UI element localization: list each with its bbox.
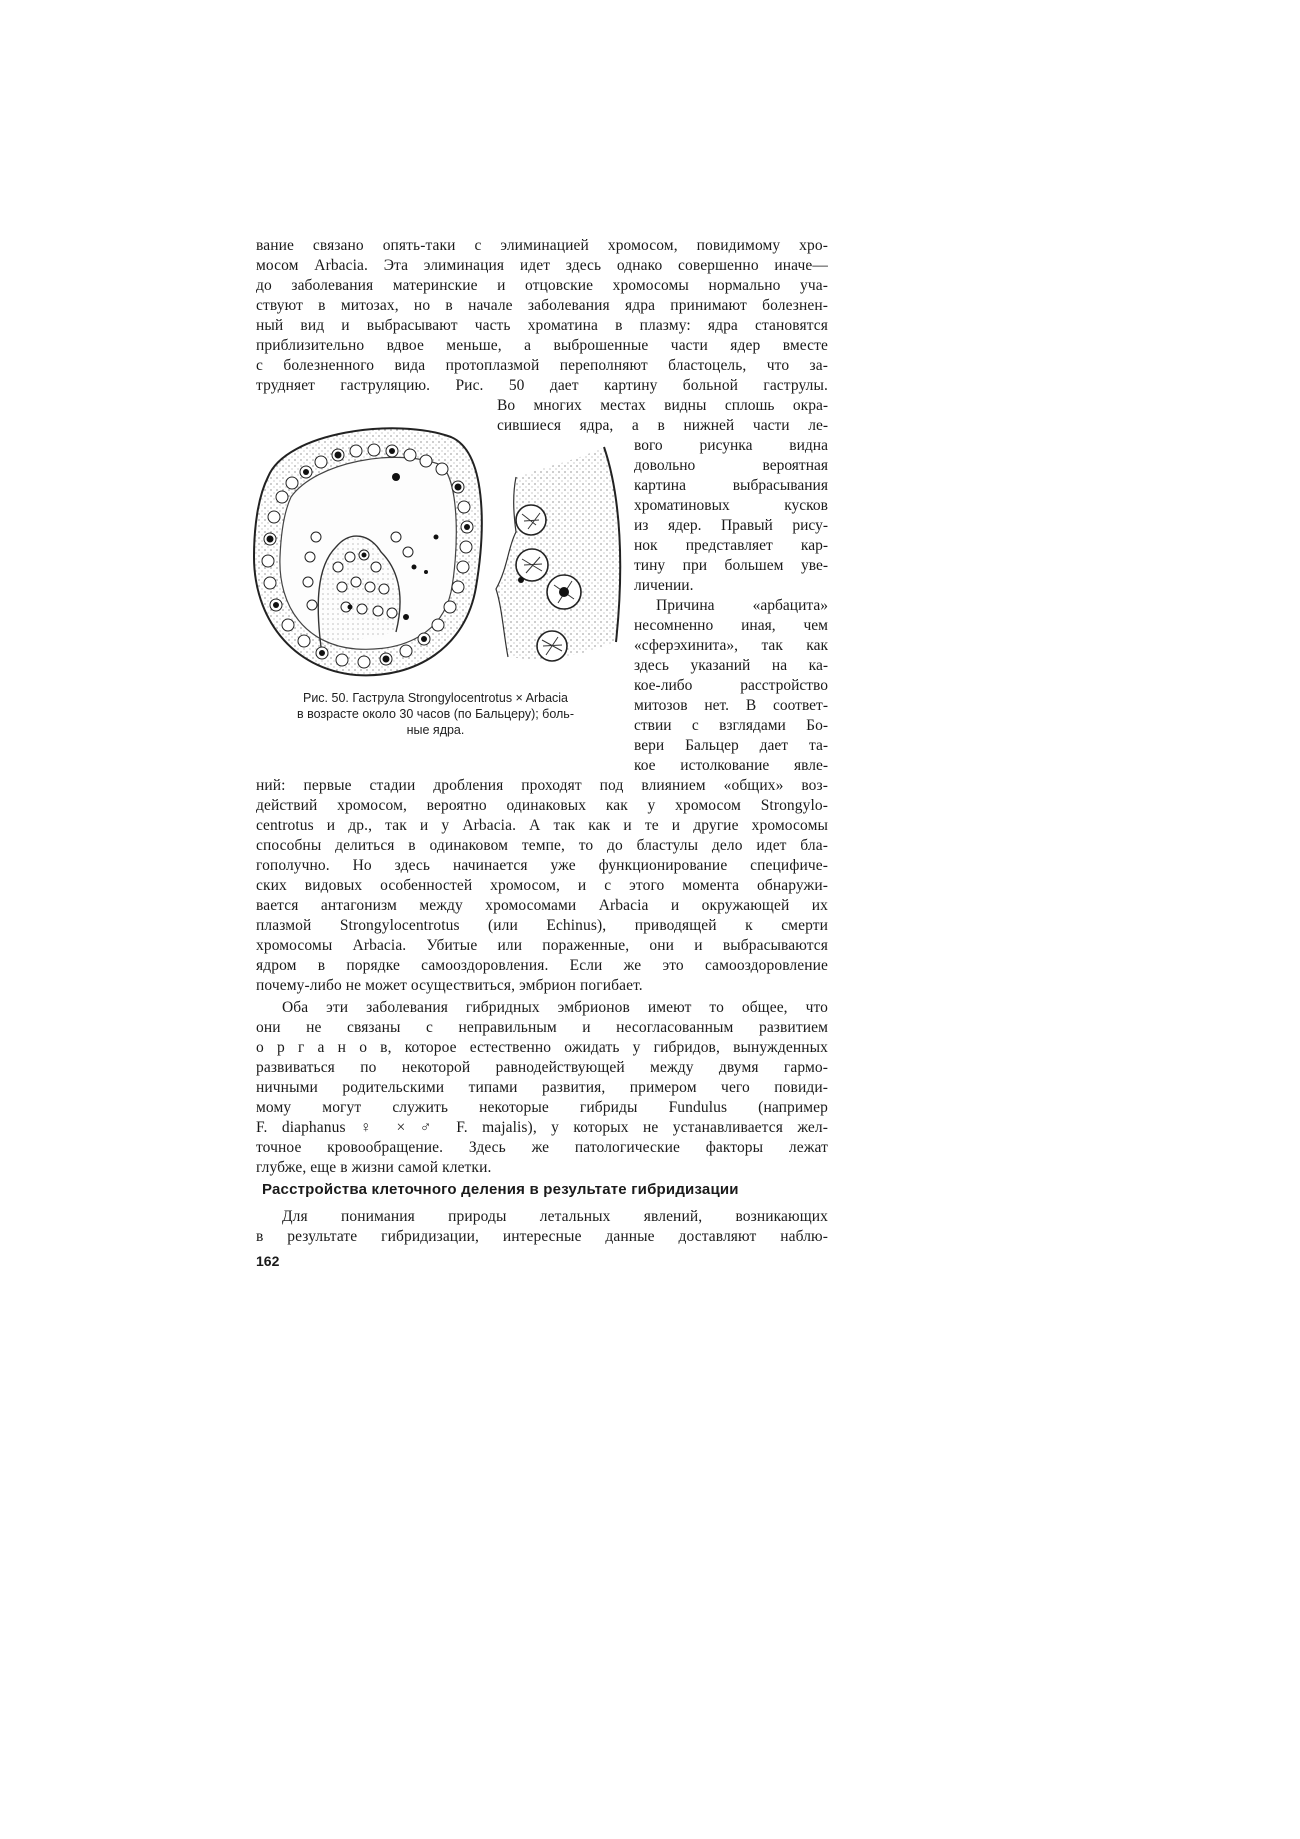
text-line: довольно вероятная (634, 457, 828, 474)
text-line: глубже, еще в жизни самой клетки. (256, 1159, 492, 1176)
section-heading: Расстройства клеточного деления в результате гибридизации (262, 1181, 739, 1198)
text-line: «сферэхинита», так как (634, 637, 828, 654)
figure-caption-line: Рис. 50. Гаструла Strongylocentrotus × Arbacia (302, 691, 569, 705)
text-line: способны делиться в одинаковом темпе, то до бластулы дело идет бла- (256, 837, 828, 854)
text-line: ядром в порядке самооздоровления. Если же это самооздоровление (256, 957, 828, 974)
text-line: они не связаны с неправильным и несогласованным развитием (256, 1019, 828, 1036)
text-line: кое истолкование явле- (634, 757, 828, 774)
gastrula-right-drawing (496, 447, 620, 661)
text-line: Оба эти заболевания гибридных эмбрионов имеют то общее, что (282, 999, 828, 1016)
text-line: ничными родительскими типами развития, примером чего повиди- (256, 1079, 828, 1096)
text-line: тину при большем уве- (634, 557, 828, 574)
text-line: F. diaphanus ♀ × ♂ F. majalis), у которых не устанавливается жел- (256, 1119, 828, 1136)
text-line: вается антагонизм между хромосомами Arbacia и окружающей их (256, 897, 828, 914)
text-line: вание связано опять-таки с элиминацией хромосом, повидимому хро- (256, 237, 828, 254)
text-line: вого рисунка видна (634, 437, 828, 454)
text-line: развиваться по некоторой равнодействующей между двумя гармо- (256, 1059, 828, 1076)
text-line: трудняет гаструляцию. Рис. 50 дает картину больной гаструлы. (256, 377, 828, 394)
text-line: Во многих местах видны сплошь окра- (497, 397, 828, 414)
text-line: здесь указаний на ка- (634, 657, 828, 674)
text-line: мому могут служить некоторые гибриды Fundulus (например (256, 1099, 828, 1116)
text-line: мосом Arbacia. Эта элиминация идет здесь однако совершенно иначе— (256, 257, 828, 274)
text-line: несомненно иная, чем (634, 617, 828, 634)
figure-caption-line: ные ядра. (406, 723, 465, 737)
text-line: плазмой Strongylocentrotus (или Echinus), приводящей к смерти (256, 917, 828, 934)
figure-caption-line: в возрасте около 30 часов (по Бальцеру); боль- (297, 707, 574, 721)
text-line: сившиеся ядра, а в нижней части ле- (497, 417, 828, 434)
text-line: хромосомы Arbacia. Убитые или пораженные, они и выбрасываются (256, 937, 828, 954)
text-line: до заболевания материнские и отцовские хромосомы нормально уча- (256, 277, 828, 294)
text-line: ный вид и выбрасывают часть хроматина в плазму: ядра становятся (256, 317, 828, 334)
text-line: Причина «арбацита» (656, 597, 828, 614)
text-line: centrotus и др., так и у Arbacia. А так как и те и другие хромосомы (256, 817, 828, 834)
text-line: личении. (634, 577, 694, 594)
text-line: ских видовых особенностей хромосом, и с этого момента обнаружи- (256, 877, 828, 894)
text-line: с болезненного вида протоплазмой переполняют бластоцель, что за- (256, 357, 828, 374)
text-line: почему-либо не может осуществиться, эмбрион погибает. (256, 977, 643, 994)
text-line: ствии с взглядами Бо- (634, 717, 828, 734)
text-line: кое-либо расстройство (634, 677, 828, 694)
figure-50 (246, 417, 631, 689)
text-line: действий хромосом, вероятно одинаковых как у хромосом Strongylo- (256, 797, 828, 814)
text-line: из ядер. Правый рису- (634, 517, 828, 534)
text-line: гополучно. Но здесь начинается уже функционирование специфиче- (256, 857, 828, 874)
text-line: ствуют в митозах, но в начале заболевания ядра принимают болезнен- (256, 297, 828, 314)
text-line: хроматиновых кусков (634, 497, 828, 514)
text-line: о р г а н о в, которое естественно ожидать у гибридов, вынужденных (256, 1039, 828, 1056)
text-line: приблизительно вдвое меньше, а выброшенные части ядер вместе (256, 337, 828, 354)
gastrula-illustration (246, 417, 631, 689)
text-line: митозов нет. В соответ- (634, 697, 828, 714)
text-line: картина выбрасывания (634, 477, 828, 494)
text-line: ний: первые стадии дробления проходят под влиянием «общих» воз- (256, 777, 828, 794)
text-line: Для понимания природы летальных явлений, возникающих (282, 1208, 828, 1225)
text-line: в результате гибридизации, интересные данные доставляют наблю- (256, 1228, 828, 1245)
text-line: вери Бальцер дает та- (634, 737, 828, 754)
page-number: 162 (256, 1253, 280, 1269)
text-line: нок представляет кар- (634, 537, 828, 554)
gastrula-left-drawing (254, 428, 482, 675)
text-line: точное кровообращение. Здесь же патологические факторы лежат (256, 1139, 828, 1156)
